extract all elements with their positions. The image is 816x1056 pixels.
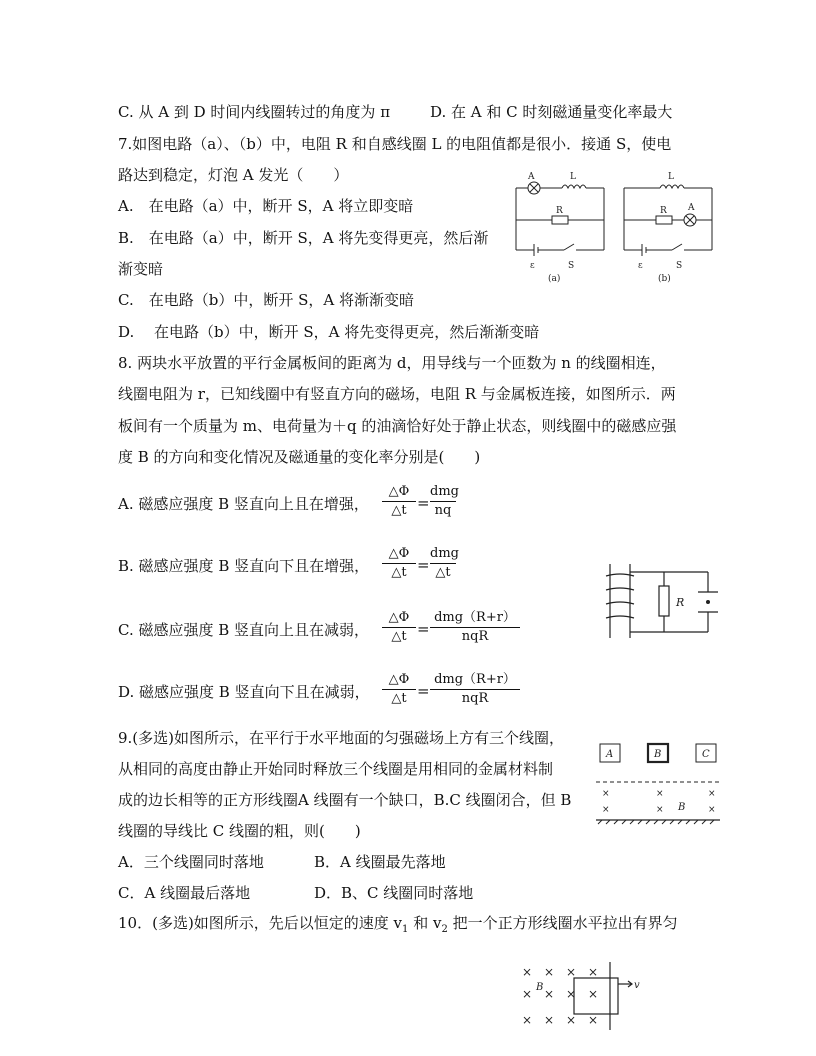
- q8-option-d-rhs: dmg（R+r） nqR: [430, 671, 520, 708]
- q7-stem-line2: 路达到稳定，灯泡 A 发光（ ）: [118, 166, 349, 184]
- q8-option-b-lhs: △Φ △t: [382, 545, 416, 582]
- svg-text:×: ×: [656, 805, 664, 815]
- q8-stem-line4: 度 B 的方向和变化情况及磁通量的变化率分别是( ): [118, 448, 481, 466]
- svg-text:×: ×: [602, 789, 610, 799]
- svg-text:S: S: [568, 261, 575, 271]
- q9-stem-line3: 成的边长相等的正方形线圈A 线圈有一个缺口，B.C 线圈闭合，但 B: [118, 791, 572, 809]
- q9-option-d: D．B、C 线圈同时落地: [314, 884, 474, 902]
- q7-option-a: A. 在电路（a）中，断开 S，A 将立即变暗: [118, 197, 414, 215]
- q7-option-b: B. 在电路（a）中，断开 S，A 将先变得更亮，然后渐: [118, 229, 489, 247]
- svg-text:×: ×: [544, 965, 555, 979]
- svg-text:×: ×: [566, 987, 577, 1001]
- svg-text:A: A: [606, 749, 614, 760]
- svg-text:×: ×: [588, 1013, 599, 1027]
- svg-text:A: A: [688, 203, 695, 213]
- equals-sign: =: [417, 494, 430, 512]
- svg-text:B: B: [678, 802, 686, 813]
- equals-sign: =: [417, 620, 430, 638]
- svg-text:×: ×: [522, 987, 533, 1001]
- svg-text:L: L: [570, 172, 576, 182]
- q8-stem-line2: 线圈电阻为 r，已知线圈中有竖直方向的磁场，电阻 R 与金属板连接，如图所示．两: [118, 385, 676, 403]
- q8-stem-line3: 板间有一个质量为 m、电荷量为＋q 的油滴恰好处于静止状态，则线圈中的磁感应强: [118, 417, 677, 435]
- equals-sign: =: [417, 682, 430, 700]
- svg-text:×: ×: [566, 965, 577, 979]
- q8-coil-circuit-figure: [600, 560, 725, 642]
- svg-text:R: R: [660, 206, 667, 216]
- svg-text:×: ×: [708, 805, 716, 815]
- inductor-a-icon: [562, 185, 586, 188]
- q8-option-c-rhs: dmg（R+r） nqR: [430, 609, 520, 646]
- q9-three-coils-figure: [596, 740, 724, 830]
- q8-option-a-lhs: △Φ △t: [382, 483, 416, 520]
- svg-text:R: R: [676, 596, 685, 609]
- inductor-b-icon: [660, 185, 684, 188]
- svg-text:B: B: [536, 982, 544, 993]
- q9-option-a: A．三个线圈同时落地: [118, 853, 264, 871]
- q9-stem-line1: 9.(多选)如图所示，在平行于水平地面的匀强磁场上方有三个线圈，: [118, 729, 565, 747]
- q8-option-c-lhs: △Φ △t: [382, 609, 416, 646]
- q9-option-c: C．A 线圈最后落地: [118, 884, 251, 902]
- resistor-b-icon: [656, 216, 672, 224]
- resistor-a-icon: [552, 216, 568, 224]
- q7-option-b-cont: 渐变暗: [118, 260, 164, 278]
- q8-option-b: B. 磁感应强度 B 竖直向下且在增强，: [118, 557, 370, 575]
- q10-field-figure: [516, 960, 646, 1032]
- switch-b-icon: [672, 244, 682, 250]
- pi-symbol: π: [380, 103, 391, 121]
- q7-stem-line1: 7.如图电路（a）、（b）中，电阻 R 和自感线圈 L 的电阻值都是很小．接通 S，使电: [118, 135, 672, 153]
- equals-sign: =: [417, 556, 430, 574]
- svg-text:×: ×: [522, 1013, 533, 1027]
- q7-option-d: D. 在电路（b）中，断开 S，A 将先变得更亮，然后渐渐变暗: [118, 323, 540, 341]
- svg-text:ε: ε: [530, 261, 535, 271]
- svg-text:A: A: [528, 172, 535, 182]
- svg-text:×: ×: [656, 789, 664, 799]
- q9-stem-line4: 线圈的导线比 C 线圈的粗，则( ): [118, 822, 361, 840]
- svg-text:×: ×: [602, 805, 610, 815]
- q8-option-c: C. 磁感应强度 B 竖直向上且在减弱，: [118, 621, 370, 639]
- svg-text:v: v: [634, 980, 640, 991]
- svg-text:×: ×: [544, 987, 555, 1001]
- svg-text:×: ×: [566, 1013, 577, 1027]
- q8-option-b-rhs: dmg △t: [430, 546, 459, 580]
- svg-text:×: ×: [708, 789, 716, 799]
- svg-text:(a): (a): [548, 274, 561, 284]
- oil-drop-icon: [706, 600, 710, 604]
- resistor-icon: [659, 586, 669, 616]
- svg-text:L: L: [668, 172, 674, 182]
- q7-option-c: C. 在电路（b）中，断开 S，A 将渐渐变暗: [118, 291, 414, 309]
- svg-text:S: S: [676, 261, 683, 271]
- q10-stem-line1: 10．(多选)如图所示，先后以恒定的速度 $v_1$ 和 $v_2$ 把一个正方形线圈水平拉出有界匀: [118, 914, 678, 935]
- q8-stem-line1: 8. 两块水平放置的平行金属板间的距离为 d，用导线与一个匝数为 n 的线圈相连，: [118, 354, 666, 372]
- q8-option-a: A. 磁感应强度 B 竖直向上且在增强，: [118, 495, 369, 513]
- svg-text:ε: ε: [638, 261, 643, 271]
- svg-text:C: C: [702, 749, 710, 760]
- q8-option-d: D. 磁感应强度 B 竖直向下且在减弱，: [118, 683, 370, 701]
- q6-option-c: C. 从 A 到 D 时间内线圈转过的角度为 π: [118, 103, 391, 121]
- q9-stem-line2: 从相同的高度由静止开始同时释放三个线圈是用相同的金属材料制: [118, 760, 554, 778]
- svg-text:B: B: [654, 749, 662, 760]
- svg-text:R: R: [556, 206, 563, 216]
- svg-text:×: ×: [588, 965, 599, 979]
- q7-circuit-figure: [512, 170, 722, 285]
- svg-text:×: ×: [522, 965, 533, 979]
- svg-text:×: ×: [588, 987, 599, 1001]
- q9-option-b: B．A 线圈最先落地: [314, 853, 446, 871]
- svg-text:×: ×: [544, 1013, 555, 1027]
- switch-a-icon: [564, 244, 574, 250]
- q6-option-d: D. 在 A 和 C 时刻磁通量变化率最大: [430, 103, 673, 121]
- q8-option-d-lhs: △Φ △t: [382, 671, 416, 708]
- q8-option-a-rhs: dmg nq: [430, 484, 459, 518]
- svg-text:(b): (b): [658, 274, 671, 284]
